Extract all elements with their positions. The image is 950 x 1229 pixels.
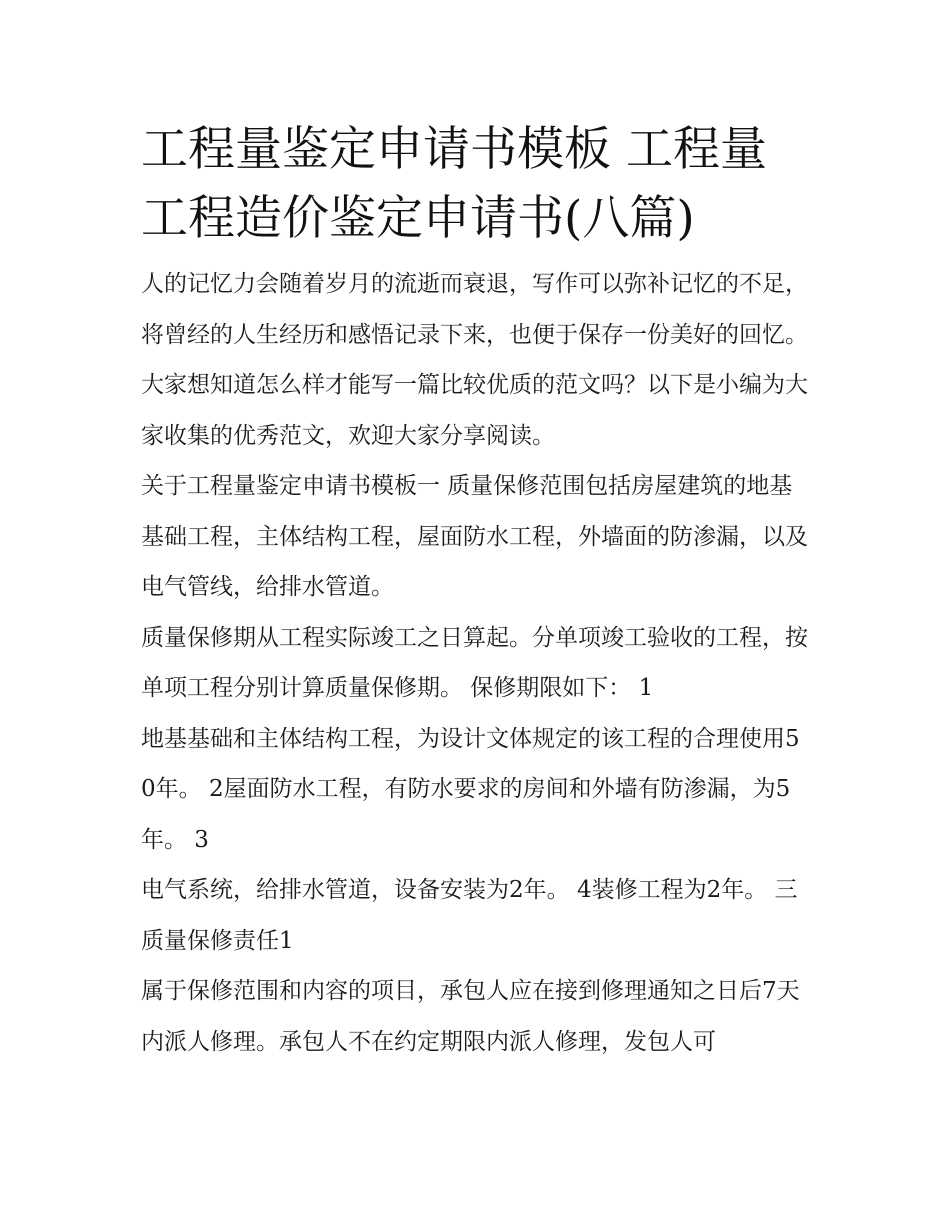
paragraph-repair-obligation: 属于保修范围和内容的项目，承包人应在接到修理通知之日后7天内派人修理。承包人不在约定期限内派人修理，发包人可 — [141, 978, 800, 1055]
document-title: 工程量鉴定申请书模板 工程量工程造价鉴定申请书(八篇) — [141, 122, 767, 246]
paragraph-warranty-scope: 关于工程量鉴定申请书模板一 质量保修范围包括房屋建筑的地基基础工程，主体结构工程，屋面防水工程，外墙面的防渗漏，以及电气管线，给排水管道。 — [141, 473, 808, 600]
paragraph-intro: 人的记忆力会随着岁月的流逝而衰退，写作可以弥补记忆的不足，将曾经的人生经历和感悟记录下来，也便于保存一份美好的回忆。大家想知道怎么样才能写一篇比较优质的范文吗？以下是小编为大家收集的优秀范文，欢迎大家分享阅读。 — [141, 271, 808, 449]
paragraph-electrical-term: 电气系统，给排水管道，设备安装为2年。 4装修工程为2年。 三质量保修责任1 — [141, 877, 798, 954]
paragraph-warranty-period: 质量保修期从工程实际竣工之日算起。分单项竣工验收的工程，按单项工程分别计算质量保修期。 保修期限如下： 1 — [141, 624, 808, 701]
paragraph-foundation-term: 地基基础和主体结构工程，为设计文体规定的该工程的合理使用50年。 2屋面防水工程，有防水要求的房间和外墙有防渗漏，为5年。 3 — [141, 725, 800, 853]
document-page — [141, 115, 813, 1067]
